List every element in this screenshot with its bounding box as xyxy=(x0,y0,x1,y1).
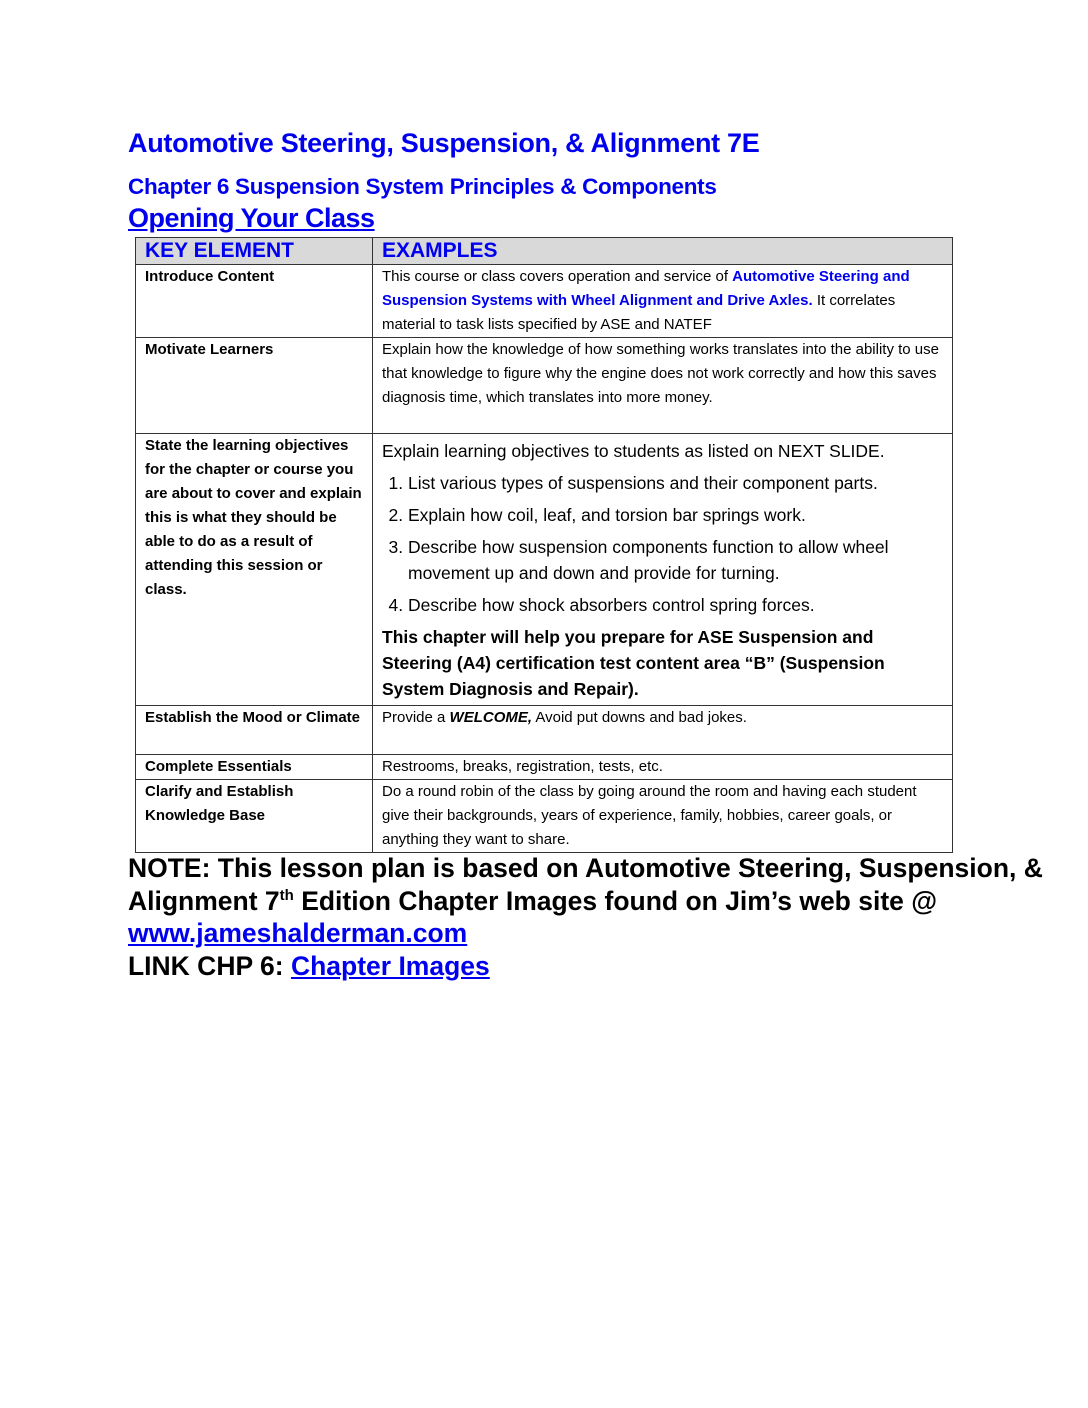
note-paragraph xyxy=(128,852,1088,982)
document-title: Automotive Steering, Suspension, & Alignment 7E xyxy=(128,128,760,158)
table-row xyxy=(136,755,953,780)
table-row xyxy=(136,706,953,755)
text: This course or class covers operation and service of xyxy=(382,268,733,285)
objective-item: 2. Explain how coil, leaf, and torsion bar springs work. xyxy=(408,502,943,528)
objectives-list xyxy=(382,470,943,618)
row-example: Explain how the knowledge of how something works translates into the ability to use that knowledge to figure why the engine does not work correctly and how this saves diagnosis time, which translates into more money. xyxy=(373,338,953,434)
row-example: Restrooms, breaks, registration, tests, etc. xyxy=(373,755,953,780)
objective-item: 3. Describe how suspension components function to allow wheel movement up and down and provide for turning. xyxy=(408,534,943,586)
table-row xyxy=(136,780,953,853)
book-title: Automotive Steering and Suspension Systems with Wheel Alignment and Drive Axles. xyxy=(382,268,910,309)
note-text: Edition Chapter Images found on Jim’s web site @ xyxy=(293,885,938,916)
text: Avoid put downs and bad jokes. xyxy=(532,709,747,726)
row-key: Clarify and Establish Knowledge Base xyxy=(136,780,373,853)
row-example xyxy=(373,265,953,338)
ase-note: This chapter will help you prepare for ASE Suspension and Steering (A4) certification test content area “B” (Suspension System Diagnosis and Repair). xyxy=(382,627,885,699)
row-key: Complete Essentials xyxy=(136,755,373,780)
welcome-emphasis: WELCOME, xyxy=(449,709,533,726)
row-key: Motivate Learners xyxy=(136,338,373,434)
objective-item: 4. Describe how shock absorbers control spring forces. xyxy=(408,592,943,618)
table-row xyxy=(136,434,953,706)
header-key-element: KEY ELEMENT xyxy=(136,238,373,265)
chapter-subtitle: Chapter 6 Suspension System Principles & Components xyxy=(128,174,717,199)
link-label: LINK CHP 6: xyxy=(128,950,291,981)
lesson-table xyxy=(135,237,953,853)
note-text: NOTE: This lesson plan is based on Automotive Steering, Suspension, & Alignment 7 xyxy=(128,853,1043,916)
objectives-intro: Explain learning objectives to students as listed on NEXT SLIDE. xyxy=(382,441,885,461)
row-key: State the learning objectives for the chapter or course you are about to cover and explain this is what they should be able to do as a result of attending this session or class. xyxy=(136,434,373,706)
row-example: Do a round robin of the class by going around the room and having each student give their backgrounds, years of experience, family, hobbies, career goals, or anything they want to share. xyxy=(373,780,953,853)
ordinal-suffix: th xyxy=(279,886,294,904)
row-key: Introduce Content xyxy=(136,265,373,338)
text: Provide a xyxy=(382,709,450,726)
row-key: Establish the Mood or Climate xyxy=(136,706,373,755)
header-examples: EXAMPLES xyxy=(373,238,953,265)
chapter-images-link[interactable]: Chapter Images xyxy=(290,950,490,981)
row-example xyxy=(373,434,953,706)
website-link[interactable]: www.jameshalderman.com xyxy=(128,918,468,948)
table-row xyxy=(136,265,953,338)
row-example xyxy=(373,706,953,755)
objective-item: 1. List various types of suspensions and their component parts. xyxy=(408,470,943,496)
text: It correlates material to task lists specified by ASE and NATEF xyxy=(382,292,896,333)
section-heading: Opening Your Class xyxy=(128,203,375,233)
table-row xyxy=(136,338,953,434)
table-header-row xyxy=(136,238,953,265)
